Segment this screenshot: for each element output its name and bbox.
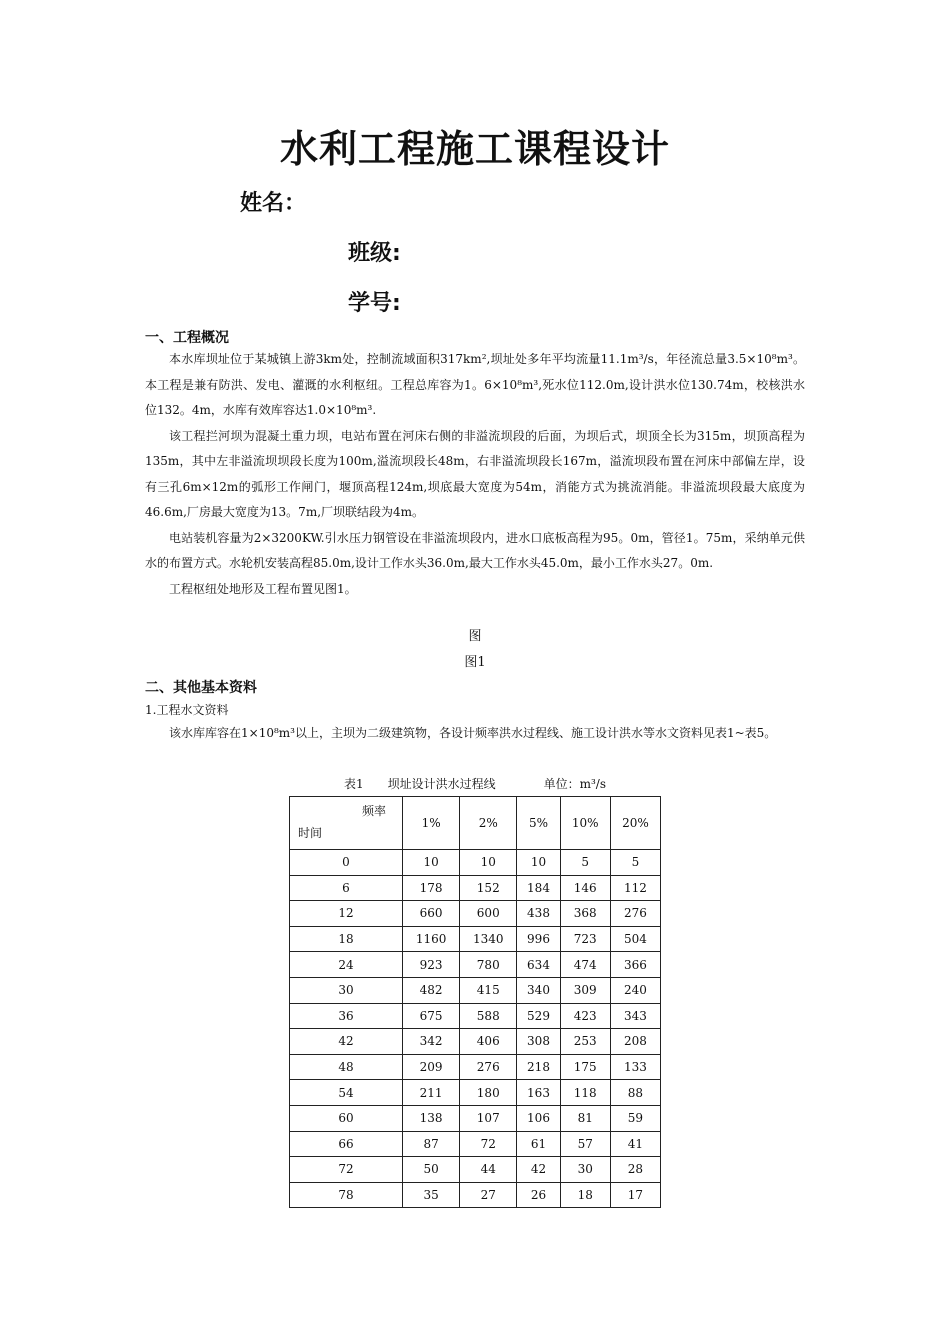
flow-cell: 112 (610, 875, 660, 901)
flow-cell: 5 (560, 850, 610, 876)
name-field-label: 姓名： (240, 191, 307, 216)
paragraph: 本水库坝址位于某城镇上游3km处，控制流域面积317km²,坝址处多年平均流量11.1m³/s，年径流总量3.5×10⁸m³。本工程是兼有防洪、发电、灌溉的水利枢纽。工程总库容为1。6×10⁸m³,死水位112.0m,设计洪水位130.74m，校核洪水位132。4m，水库有效库容达1.0×10⁸m³. (145, 352, 805, 417)
table-row (290, 1131, 661, 1157)
flow-cell: 423 (560, 1003, 610, 1029)
flow-cell: 342 (403, 1029, 460, 1055)
time-cell: 24 (290, 952, 403, 978)
flow-cell: 118 (560, 1080, 610, 1106)
flow-cell: 41 (610, 1131, 660, 1157)
flow-cell: 529 (517, 1003, 560, 1029)
flow-cell: 5 (610, 850, 660, 876)
flow-cell: 72 (460, 1131, 517, 1157)
column-header: 10% (560, 797, 610, 850)
flow-cell: 675 (403, 1003, 460, 1029)
time-cell: 0 (290, 850, 403, 876)
flow-cell: 340 (517, 977, 560, 1003)
figure-caption: 图1 (464, 655, 486, 670)
section-heading-overview: 一、工程概况 (145, 330, 229, 346)
flow-cell: 368 (560, 901, 610, 927)
flow-cell: 1160 (403, 926, 460, 952)
section-heading-basic-data: 二、其他基本资料 (145, 680, 257, 696)
flow-cell: 10 (460, 850, 517, 876)
table-row (290, 952, 661, 978)
flow-cell: 366 (610, 952, 660, 978)
flow-cell: 209 (403, 1054, 460, 1080)
paragraph: 该水库库容在1×10⁸m³以上，主坝为二级建筑物，各设计频率洪水过程线、施工设计洪水等水文资料见表1~表5。 (169, 726, 777, 740)
corner-frequency-label: 频率 (361, 804, 386, 818)
table-row (290, 1029, 661, 1055)
flow-cell: 180 (460, 1080, 517, 1106)
flow-cell: 996 (517, 926, 560, 952)
column-header: 1% (403, 797, 460, 850)
flow-cell: 482 (403, 977, 460, 1003)
flow-cell: 10 (517, 850, 560, 876)
flow-cell: 138 (403, 1105, 460, 1131)
figure-placeholder: 图 (468, 629, 482, 644)
flow-cell: 44 (460, 1157, 517, 1183)
flow-cell: 28 (610, 1157, 660, 1183)
flow-cell: 723 (560, 926, 610, 952)
flow-cell: 211 (403, 1080, 460, 1106)
flow-cell: 634 (517, 952, 560, 978)
flow-cell: 474 (560, 952, 610, 978)
flow-cell: 415 (460, 977, 517, 1003)
flow-cell: 923 (403, 952, 460, 978)
table-row (290, 875, 661, 901)
time-cell: 66 (290, 1131, 403, 1157)
flow-cell: 309 (560, 977, 610, 1003)
flow-cell: 240 (610, 977, 660, 1003)
flow-cell: 178 (403, 875, 460, 901)
corner-time-label: 时间 (298, 826, 323, 840)
time-cell: 72 (290, 1157, 403, 1183)
student-id-field-label: 学号: (348, 291, 401, 316)
overview-paragraphs (145, 347, 805, 602)
paragraph: 该工程拦河坝为混凝土重力坝，电站布置在河床右侧的非溢流坝段的后面，为坝后式，坝顶全长为315m，坝顶高程为135m，其中左非溢流坝坝段长度为100m,溢流坝段长48m，右非溢流坝段长167m，溢流坝段布置在河床中部偏左岸，设有三孔6m×12m的弧形工作闸门，堰顶高程124m,坝底最大宽度为54m，消能方式为挑流消能。非溢流坝段最大底度为46.6m,厂房最大宽度为13。7m,厂坝联结段为4m。 (145, 428, 805, 519)
flow-cell: 57 (560, 1131, 610, 1157)
flow-cell: 59 (610, 1105, 660, 1131)
flow-cell: 61 (517, 1131, 560, 1157)
table-row (290, 977, 661, 1003)
table-row (290, 1182, 661, 1208)
time-cell: 54 (290, 1080, 403, 1106)
flow-cell: 660 (403, 901, 460, 927)
flow-cell: 208 (610, 1029, 660, 1055)
flow-cell: 35 (403, 1182, 460, 1208)
column-header: 2% (460, 797, 517, 850)
flow-cell: 152 (460, 875, 517, 901)
flow-cell: 175 (560, 1054, 610, 1080)
class-field-label: 班级: (348, 241, 401, 266)
hydrology-paragraph (145, 721, 805, 747)
flow-cell: 88 (610, 1080, 660, 1106)
flow-cell: 600 (460, 901, 517, 927)
flow-cell: 276 (610, 901, 660, 927)
column-header: 20% (610, 797, 660, 850)
flow-cell: 107 (460, 1105, 517, 1131)
flow-cell: 588 (460, 1003, 517, 1029)
flow-cell: 17 (610, 1182, 660, 1208)
flow-cell: 218 (517, 1054, 560, 1080)
flow-cell: 406 (460, 1029, 517, 1055)
flow-cell: 184 (517, 875, 560, 901)
table-corner-header (290, 797, 403, 850)
time-cell: 60 (290, 1105, 403, 1131)
flow-cell: 10 (403, 850, 460, 876)
flow-cell: 308 (517, 1029, 560, 1055)
time-cell: 30 (290, 977, 403, 1003)
flow-cell: 146 (560, 875, 610, 901)
table-row (290, 926, 661, 952)
paragraph: 工程枢纽处地形及工程布置见图1。 (169, 581, 357, 596)
flow-cell: 30 (560, 1157, 610, 1183)
table-row (290, 1003, 661, 1029)
flow-cell: 343 (610, 1003, 660, 1029)
time-cell: 78 (290, 1182, 403, 1208)
table-row (290, 850, 661, 876)
flow-cell: 50 (403, 1157, 460, 1183)
paragraph: 电站装机容量为2×3200KW.引水压力钢管设在非溢流坝段内，进水口底板高程为95。0m，管径1。75m，采纳单元供水的布置方式。水轮机安装高程85.0m,设计工作水头36.0m,最大工作水头45.0m，最小工作水头27。0m. (145, 530, 805, 570)
column-header: 5% (517, 797, 560, 850)
time-cell: 12 (290, 901, 403, 927)
flow-cell: 780 (460, 952, 517, 978)
flow-cell: 81 (560, 1105, 610, 1131)
time-cell: 6 (290, 875, 403, 901)
time-cell: 42 (290, 1029, 403, 1055)
flow-cell: 87 (403, 1131, 460, 1157)
flow-cell: 1340 (460, 926, 517, 952)
flow-cell: 438 (517, 901, 560, 927)
table-row (290, 1054, 661, 1080)
flow-cell: 26 (517, 1182, 560, 1208)
flow-cell: 133 (610, 1054, 660, 1080)
table-row (290, 1105, 661, 1131)
table-row (290, 1080, 661, 1106)
flow-cell: 163 (517, 1080, 560, 1106)
flow-cell: 504 (610, 926, 660, 952)
flow-cell: 18 (560, 1182, 610, 1208)
document-title: 水利工程施工课程设计 (279, 127, 670, 171)
table-caption: 表1 坝址设计洪水过程线 单位：m³/s (343, 777, 607, 791)
table-row (290, 1157, 661, 1183)
flood-hydrograph-table (289, 796, 661, 1208)
time-cell: 18 (290, 926, 403, 952)
flow-cell: 106 (517, 1105, 560, 1131)
flow-cell: 42 (517, 1157, 560, 1183)
table-row (290, 901, 661, 927)
flow-cell: 276 (460, 1054, 517, 1080)
flow-cell: 27 (460, 1182, 517, 1208)
time-cell: 36 (290, 1003, 403, 1029)
flow-cell: 253 (560, 1029, 610, 1055)
time-cell: 48 (290, 1054, 403, 1080)
subsection-hydrology: 1.工程水文资料 (145, 703, 229, 717)
